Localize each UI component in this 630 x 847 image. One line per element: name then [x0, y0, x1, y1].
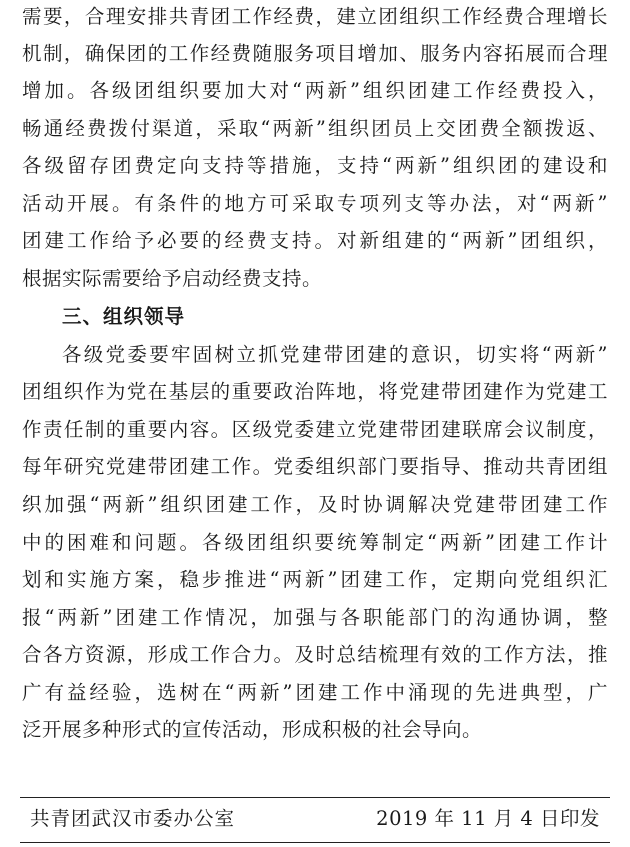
body-line: 报“两新”团建工作情况，加强与各职能部门的沟通协调，整: [22, 606, 608, 629]
body-line: 增加。各级团组织要加大对“两新”组织团建工作经费投入，: [22, 79, 608, 102]
body-line: 团组织作为党在基层的重要政治阵地，将党建带团建作为党建工: [22, 380, 608, 403]
footer-date: 2019 年 11 月 4 日印发: [376, 807, 600, 830]
body-line: 机制，确保团的工作经费随服务项目增加、服务内容拓展而合理: [22, 42, 608, 65]
body-line: 泛开展多种形式的宣传活动，形成积极的社会导向。: [22, 718, 483, 741]
body-line: 中的困难和问题。各级团组织要统筹制定“两新”团建工作计: [22, 531, 608, 554]
body-line: 各级留存团费定向支持等措施，支持“两新”组织团的建设和: [22, 154, 608, 177]
body-line: 畅通经费拨付渠道，采取“两新”组织团员上交团费全额拨返、: [22, 117, 608, 140]
body-line: 作责任制的重要内容。区级党委建立党建带团建联席会议制度，: [22, 418, 608, 441]
body-line: 活动开展。有条件的地方可采取专项列支等办法，对“两新”: [22, 192, 608, 215]
body-line: 合各方资源，形成工作合力。及时总结梳理有效的工作方法，推: [22, 643, 608, 666]
body-line: 根据实际需要给予启动经费支持。: [22, 267, 323, 290]
body-line: 每年研究党建带团建工作。党委组织部门要指导、推动共青团组: [22, 455, 608, 478]
body-line: 划和实施方案，稳步推进“两新”团建工作，定期向党组织汇: [22, 568, 608, 591]
footer-issuer: 共青团武汉市委办公室: [30, 807, 236, 830]
body-line: 团建工作给予必要的经费支持。对新组建的“两新”团组织，: [22, 229, 608, 252]
section-heading: 三、组织领导: [62, 305, 186, 328]
footer-top-rule: [20, 797, 610, 798]
body-line: 各级党委要牢固树立抓党建带团建的意识，切实将“两新”: [62, 343, 608, 366]
body-line: 广有益经验，选树在“两新”团建工作中涌现的先进典型，广: [22, 681, 608, 704]
body-line: 需要，合理安排共青团工作经费，建立团组织工作经费合理增长: [22, 5, 608, 28]
body-line: 织加强“两新”组织团建工作，及时协调解决党建带团建工作: [22, 493, 608, 516]
footer-bottom-rule: [20, 842, 610, 843]
